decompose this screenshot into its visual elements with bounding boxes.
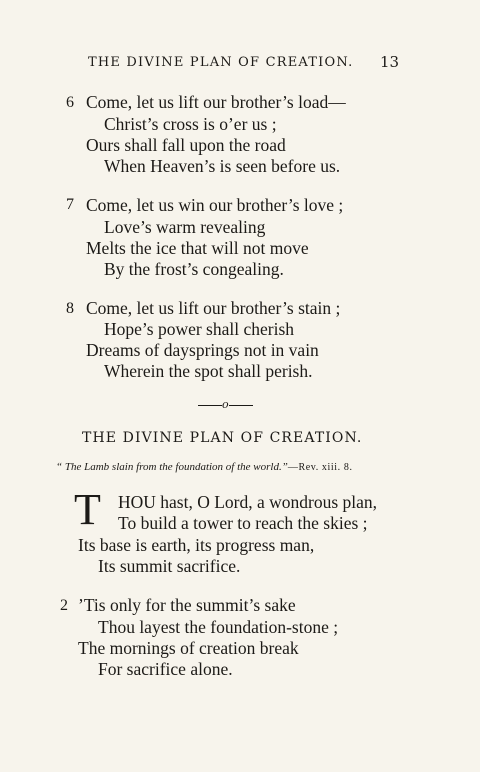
- verse-line: Dreams of daysprings not in vain: [86, 340, 319, 360]
- stanza-number: 2: [60, 597, 68, 614]
- epigraph-reference: —Rev. xiii. 8.: [287, 462, 353, 473]
- verse-line: Thou layest the foundation-stone ;: [98, 617, 339, 637]
- verse-line: Love’s warm revealing: [104, 217, 266, 237]
- epigraph-quote: “ The Lamb slain from the foundation of the world.”: [56, 461, 288, 473]
- verse-line: Its base is earth, its progress man,: [78, 535, 315, 555]
- verse-line: Its summit sacrifice.: [98, 556, 241, 576]
- verse-line: Hope’s power shall cherish: [104, 319, 295, 339]
- stanza-number: 8: [66, 300, 74, 317]
- verse-line: Melts the ice that will not move: [86, 238, 309, 258]
- verse-line: The mornings of creation break: [78, 638, 299, 658]
- verse-line: Wherein the spot shall perish.: [104, 361, 313, 381]
- verse-line: HOU hast, O Lord, a wondrous plan,: [118, 492, 378, 512]
- verse-line: Christ’s cross is o’er us ;: [104, 114, 277, 134]
- divider-rule: [198, 405, 222, 406]
- verse-line: Ours shall fall upon the road: [86, 135, 286, 155]
- divider-ornament: o: [222, 398, 229, 411]
- epigraph: [56, 461, 353, 473]
- verse-line: Come, let us lift our brother’s load—: [86, 92, 346, 112]
- verse-line: ’Tis only for the summit’s sake: [78, 595, 296, 615]
- section-divider: [198, 398, 253, 411]
- hymn-title: THE DIVINE PLAN OF CREATION.: [82, 430, 363, 446]
- drop-cap: T: [74, 485, 101, 534]
- verse-line: Come, let us lift our brother’s stain ;: [86, 298, 341, 318]
- stanza-number: 7: [66, 196, 74, 213]
- verse-line: By the frost’s congealing.: [104, 259, 284, 279]
- running-head: THE DIVINE PLAN OF CREATION.: [88, 55, 354, 70]
- verse-line: To build a tower to reach the skies ;: [118, 513, 368, 533]
- verse-line: Come, let us win our brother’s love ;: [86, 195, 344, 215]
- verse-line: When Heaven’s is seen before us.: [104, 156, 341, 176]
- page-number: 13: [380, 53, 400, 71]
- verse-line: For sacrifice alone.: [98, 659, 233, 679]
- divider-rule: [229, 405, 253, 406]
- stanza-number: 6: [66, 94, 74, 111]
